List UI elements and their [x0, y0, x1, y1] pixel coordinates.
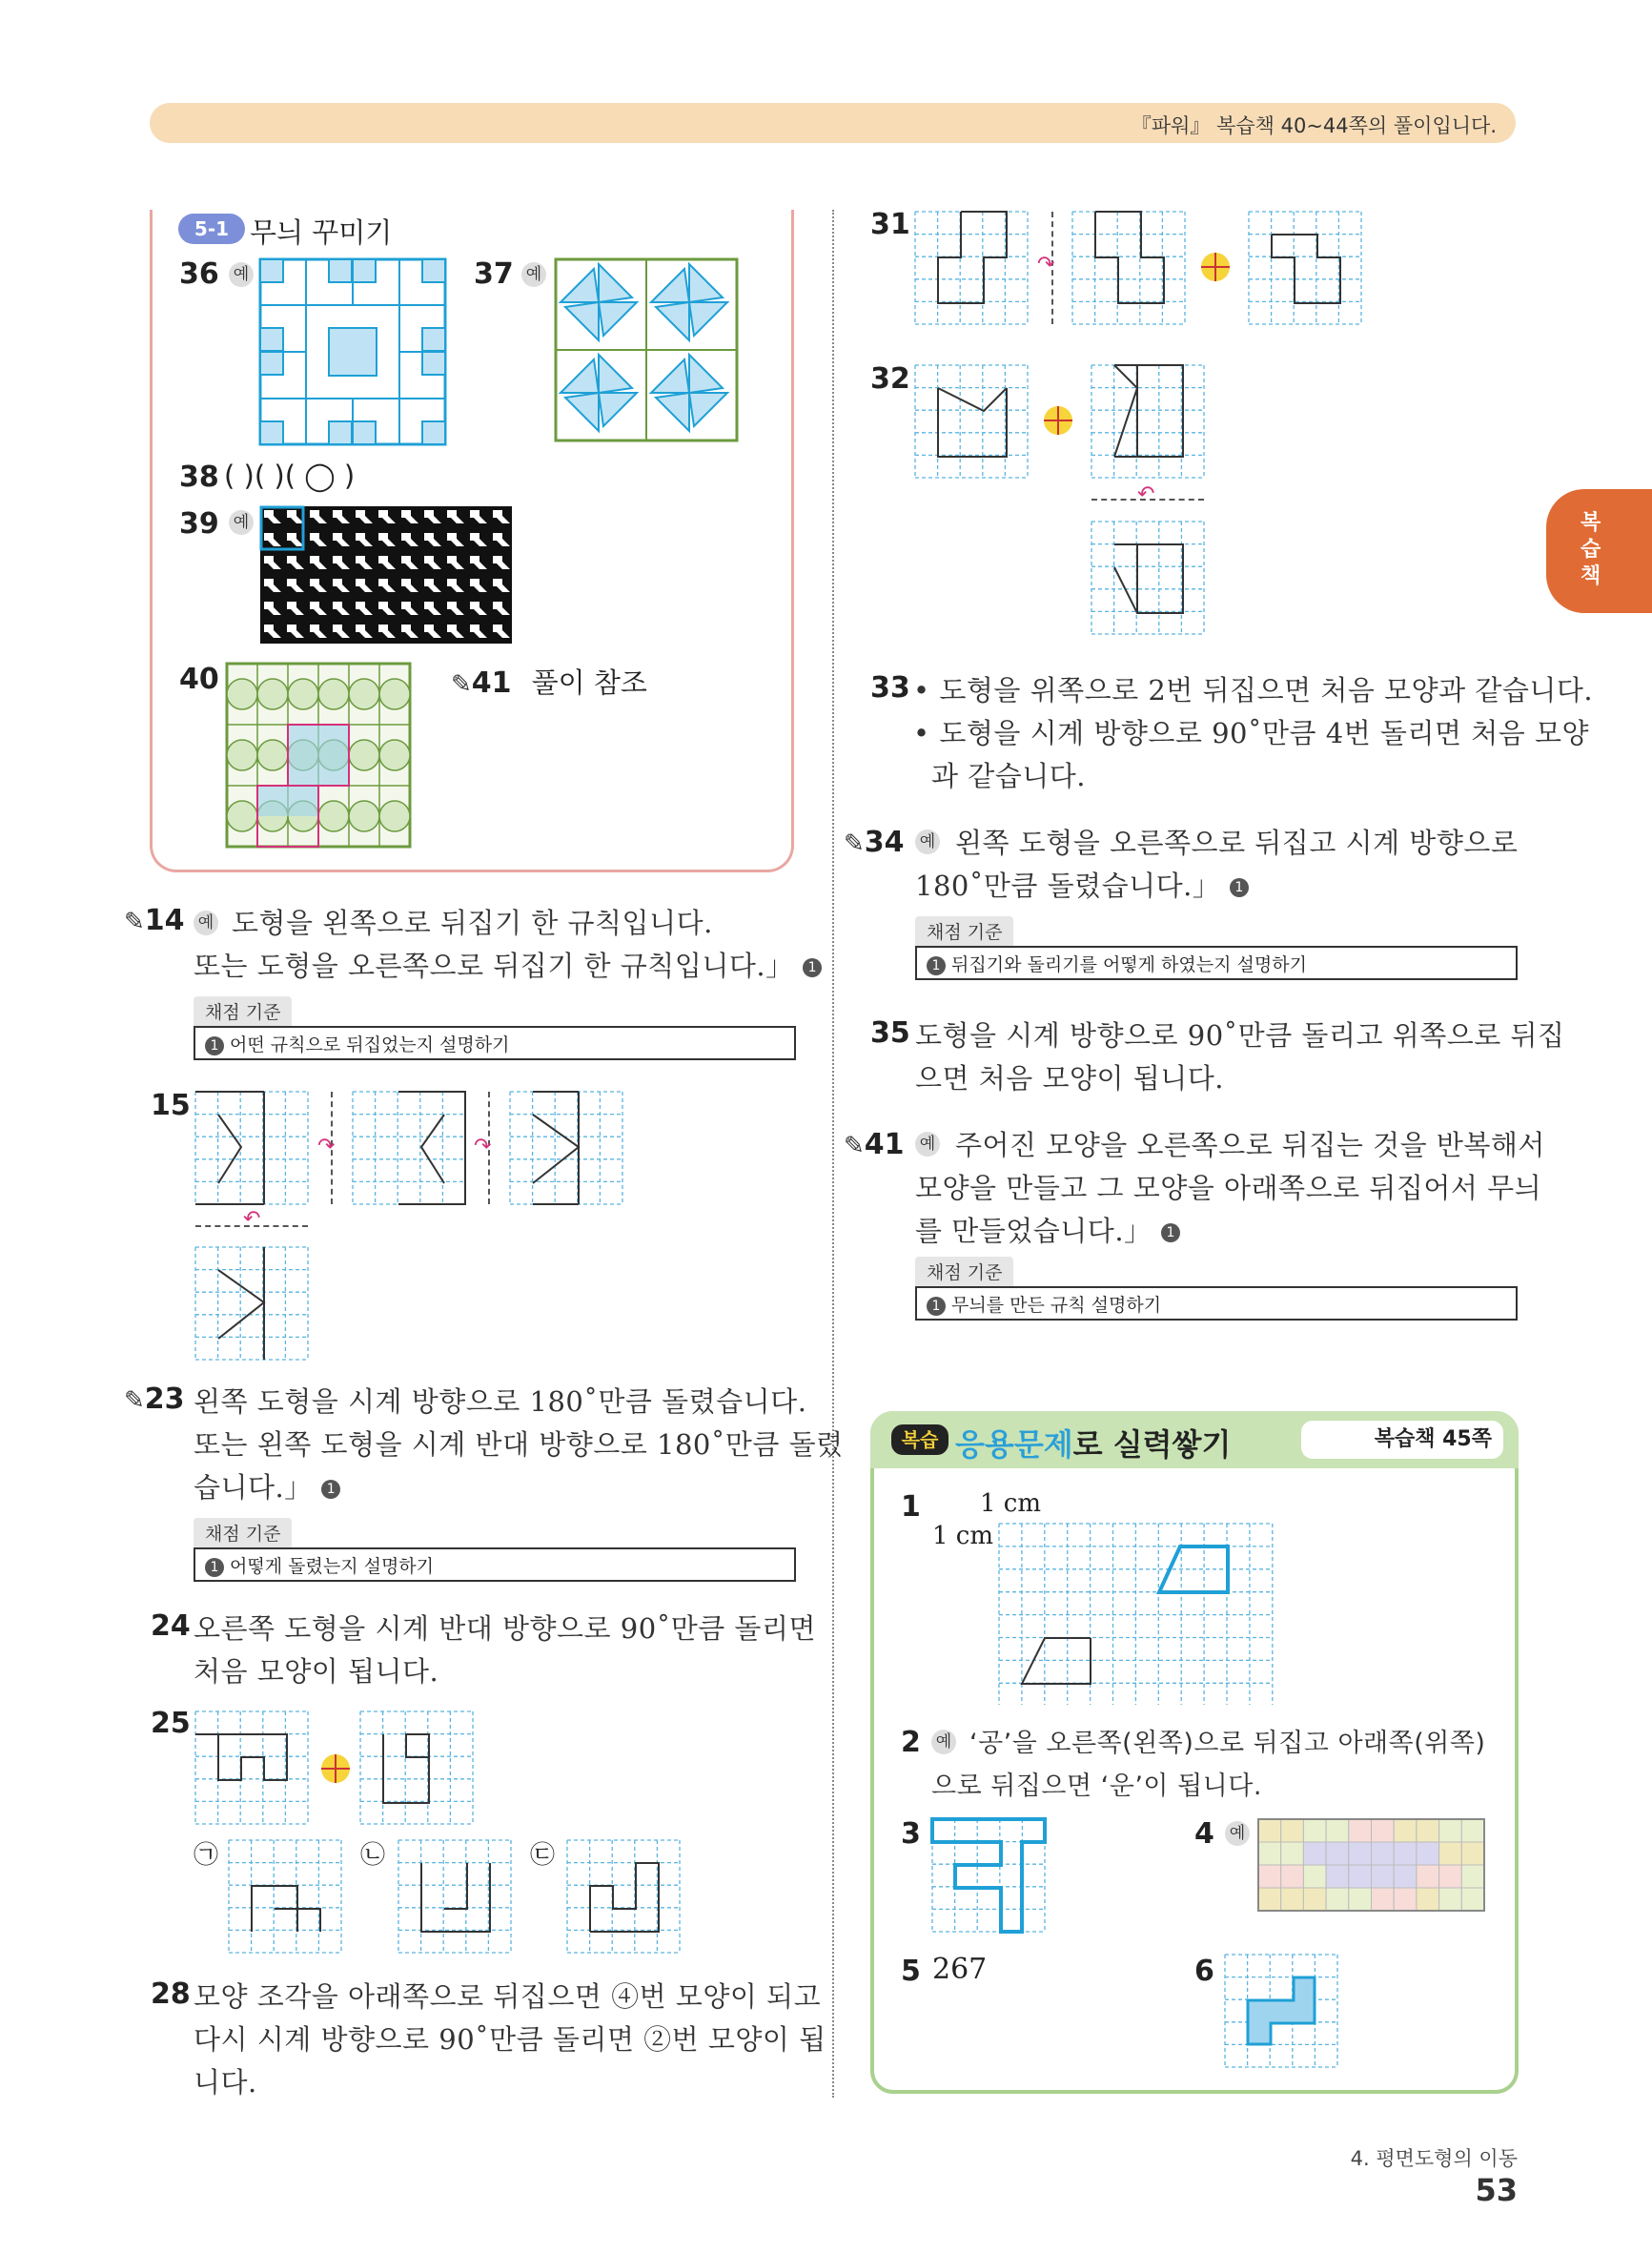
- q41-line3-text: 를 만들었습니다.」: [915, 1215, 1152, 1247]
- review-q4-example-badge: 예: [1225, 1821, 1250, 1846]
- q34-line1: 왼쪽 도형을 오른쪽으로 뒤집고 시계 방향으로: [955, 827, 1519, 859]
- q25-option-c: [567, 1840, 680, 1953]
- q31-grid-flipped: [1072, 212, 1185, 324]
- header-banner-text: 『파워』 복습책 40~44쪽의 풀이입니다.: [1131, 114, 1497, 137]
- q41-criteria-tag: 채점 기준: [915, 1257, 1013, 1286]
- review-q4-grid: [1258, 1819, 1484, 1911]
- review-title-a: 응용문제: [955, 1426, 1073, 1463]
- criterion-1-icon: 1: [321, 1480, 340, 1499]
- footer: [1306, 2143, 1518, 2208]
- q25-grid-result: [360, 1711, 473, 1824]
- q23-number: 23: [144, 1383, 185, 1416]
- q35-line1: 도형을 시계 방향으로 90˚만큼 돌리고 위쪽으로 뒤집: [915, 1019, 1565, 1052]
- review-ref-text: 복습책 45쪽: [1374, 1427, 1492, 1451]
- q24-number: 24: [151, 1609, 191, 1643]
- q34-criteria-text: 뒤집기와 돌리기를 어떻게 하였는지 설명하기: [951, 954, 1307, 975]
- q39-number: 39: [179, 507, 219, 541]
- review-title: [955, 1421, 1231, 1464]
- q15-grid-flip-down: [195, 1247, 308, 1360]
- q14-criteria-tag: 채점 기준: [194, 996, 292, 1026]
- q14-criteria-box: [194, 1026, 796, 1060]
- review-q3-grid: [932, 1819, 1045, 1932]
- q28-line2: 다시 시계 방향으로 90˚만큼 돌리면 ②번 모양이 됩: [194, 2023, 826, 2056]
- criterion-1-icon: 1: [1230, 878, 1249, 897]
- q32-rotate-icon: [1042, 404, 1074, 437]
- q35-line2: 으면 처음 모양이 됩니다.: [915, 1062, 1225, 1095]
- review-ref: [1301, 1421, 1503, 1459]
- q15-grid-original: [195, 1092, 308, 1204]
- q39-houndstooth-pattern: [260, 506, 512, 644]
- q41-criteria-box: [915, 1286, 1518, 1321]
- q25-label-b: ㉡: [360, 1841, 386, 1870]
- q23-line3: [194, 1466, 340, 1509]
- criterion-1-icon: 1: [803, 958, 822, 977]
- review-q5-answer: 267: [932, 1953, 988, 1986]
- box-5-1-title: 무늬 꾸미기: [250, 216, 393, 249]
- q33-line3: 과 같습니다.: [931, 760, 1087, 792]
- side-tab-label: 복습책: [1581, 511, 1601, 588]
- q14-number: 14: [144, 904, 185, 937]
- q25-grid-original: [195, 1711, 308, 1824]
- q14-label: [124, 904, 185, 937]
- q25-label-c: ㉢: [530, 1841, 556, 1870]
- q40-circle-pattern: [227, 664, 410, 847]
- pencil-icon: ✎: [844, 830, 865, 858]
- q37-number: 37: [474, 257, 514, 291]
- review-q4-number: 4: [1194, 1817, 1214, 1851]
- q15-grid-flip-1: [353, 1092, 465, 1204]
- q39-example-badge: 예: [229, 510, 254, 535]
- q35-number: 35: [870, 1016, 910, 1050]
- side-tab: [1546, 489, 1652, 613]
- q32-flip-down-arrow: ↶: [1137, 482, 1155, 506]
- q15-flip-down-arrow: ↶: [243, 1207, 261, 1231]
- review-unit-y: 1 cm: [932, 1522, 994, 1550]
- pencil-icon: ✎: [451, 670, 472, 699]
- q14-criteria-text: 어떤 규칙으로 뒤집었는지 설명하기: [230, 1034, 510, 1055]
- q33-number: 33: [870, 671, 910, 705]
- q32-grid-result: [1091, 522, 1204, 634]
- review-unit-x: 1 cm: [980, 1489, 1042, 1518]
- footer-page: 53: [1475, 2172, 1518, 2208]
- review-badge: [891, 1424, 948, 1455]
- q32-number: 32: [870, 362, 910, 396]
- review-q2-example-badge: 예: [931, 1730, 956, 1754]
- q31-grid-original: [915, 212, 1028, 324]
- q25-number: 25: [151, 1707, 191, 1740]
- criterion-1-icon: 1: [1161, 1223, 1180, 1242]
- q37-example-badge: 예: [521, 262, 546, 287]
- review-q2-number: 2: [901, 1726, 921, 1759]
- q15-rotate-arrow-1: ↷: [317, 1135, 336, 1158]
- q28-number: 28: [151, 1977, 191, 2011]
- q24-line1: 오른쪽 도형을 시계 반대 방향으로 90˚만큼 돌리면: [194, 1612, 816, 1645]
- review-badge-text: 복습: [901, 1428, 939, 1451]
- q34-number: 34: [864, 826, 905, 859]
- q33-line2: • 도형을 시계 방향으로 90˚만큼 4번 돌리면 처음 모양: [913, 717, 1589, 749]
- review-q2-line1: ‘공’을 오른쪽(왼쪽)으로 뒤집고 아래쪽(위쪽): [969, 1729, 1486, 1758]
- q31-number: 31: [870, 208, 910, 241]
- q36-pattern: [260, 259, 445, 444]
- review-q3-number: 3: [901, 1817, 921, 1851]
- q34-line2: [915, 865, 1249, 908]
- q40-number: 40: [179, 663, 219, 696]
- review-q5-number: 5: [901, 1955, 921, 1988]
- q37-pinwheel-pattern: [556, 259, 737, 440]
- q41-line3: [915, 1210, 1180, 1253]
- q38-number: 38: [179, 461, 219, 494]
- q28-line3: 니다.: [194, 2066, 257, 2099]
- q31-flip-arrow: ↷: [1037, 253, 1055, 277]
- q38-answer: ( )( )( ◯ ): [224, 460, 356, 492]
- q23-criteria-tag: 채점 기준: [194, 1518, 292, 1547]
- q15-number: 15: [151, 1089, 191, 1122]
- q23-line3-text: 습니다.」: [194, 1471, 313, 1504]
- q25-rotate-icon: [319, 1752, 352, 1785]
- q25-option-b: [398, 1840, 511, 1953]
- q36-example-badge: 예: [229, 262, 254, 287]
- column-divider: [832, 210, 834, 2098]
- q32-grid-rotated: [1091, 365, 1204, 478]
- criterion-1-icon: 1: [927, 1297, 946, 1316]
- pencil-icon: ✎: [844, 1132, 865, 1160]
- footer-chapter: 4. 평면도형의 이동: [1350, 2147, 1518, 2170]
- q41-example-badge: 예: [915, 1132, 940, 1157]
- q41-criteria-text: 무늬를 만든 규칙 설명하기: [951, 1295, 1162, 1316]
- q15-grid-flip-2: [510, 1092, 622, 1204]
- q41-box-text: 풀이 참조: [531, 666, 647, 699]
- review-q6-number: 6: [1194, 1955, 1214, 1988]
- q28-line1: 모양 조각을 아래쪽으로 뒤집으면 ④번 모양이 되고: [194, 1980, 822, 2013]
- q34-label: [844, 826, 905, 859]
- q14-line2: [194, 945, 822, 988]
- q34-example-badge: 예: [915, 830, 940, 854]
- q14-line1: 도형을 왼쪽으로 뒤집기 한 규칙입니다.: [232, 907, 713, 939]
- pencil-icon: ✎: [124, 908, 145, 936]
- q23-criteria-box: [194, 1547, 796, 1582]
- criterion-1-icon: 1: [205, 1036, 224, 1055]
- q33-line1: • 도형을 위쪽으로 2번 뒤집으면 처음 모양과 같습니다.: [913, 674, 1594, 707]
- q14-line2-text: 또는 도형을 오른쪽으로 뒤집기 한 규칙입니다.」: [194, 950, 794, 982]
- review-q2-line2: 으로 뒤집으면 ‘운’이 됩니다.: [931, 1772, 1262, 1801]
- q41-box-number: 41: [471, 666, 512, 700]
- q14-example-badge: 예: [194, 911, 218, 935]
- q25-option-a: [229, 1840, 341, 1953]
- q31-grid-result: [1249, 212, 1361, 324]
- q23-label: [124, 1383, 185, 1416]
- q41-label: [844, 1128, 905, 1161]
- q31-rotate-icon: [1199, 251, 1232, 283]
- q34-line2-text: 180˚만큼 돌렸습니다.」: [915, 870, 1221, 902]
- q34-criteria-tag: 채점 기준: [915, 916, 1013, 946]
- q41-line1: 주어진 모양을 오른쪽으로 뒤집는 것을 반복해서: [955, 1129, 1545, 1161]
- q23-criteria-text: 어떻게 돌렸는지 설명하기: [230, 1556, 435, 1577]
- q15-rotate-arrow-2: ↷: [474, 1135, 492, 1158]
- q25-label-a: ㉠: [194, 1841, 219, 1870]
- review-q1-grid: [999, 1524, 1273, 1705]
- q36-number: 36: [179, 257, 219, 291]
- review-q6-grid: [1225, 1955, 1337, 2067]
- box-5-1-badge: [178, 214, 245, 244]
- criterion-1-icon: 1: [927, 956, 946, 975]
- q41-line2: 모양을 만들고 그 모양을 아래쪽으로 뒤집어서 무늬: [915, 1172, 1542, 1204]
- review-q1-number: 1: [901, 1490, 921, 1524]
- q23-line2: 또는 왼쪽 도형을 시계 반대 방향으로 180˚만큼 돌렸: [194, 1428, 844, 1461]
- criterion-1-icon: 1: [205, 1558, 224, 1577]
- review-title-b: 로 실력쌓기: [1072, 1426, 1232, 1463]
- q23-line1: 왼쪽 도형을 시계 방향으로 180˚만큼 돌렸습니다.: [194, 1385, 807, 1418]
- q41-number: 41: [864, 1128, 905, 1161]
- q32-grid-original: [915, 365, 1028, 478]
- q41-box-label: [451, 662, 647, 701]
- header-banner: [150, 103, 1516, 143]
- q34-criteria-box: [915, 946, 1518, 980]
- pencil-icon: ✎: [124, 1386, 145, 1415]
- q24-line2: 처음 모양이 됩니다.: [194, 1655, 439, 1688]
- box-5-1-badge-text: 5-1: [194, 217, 230, 240]
